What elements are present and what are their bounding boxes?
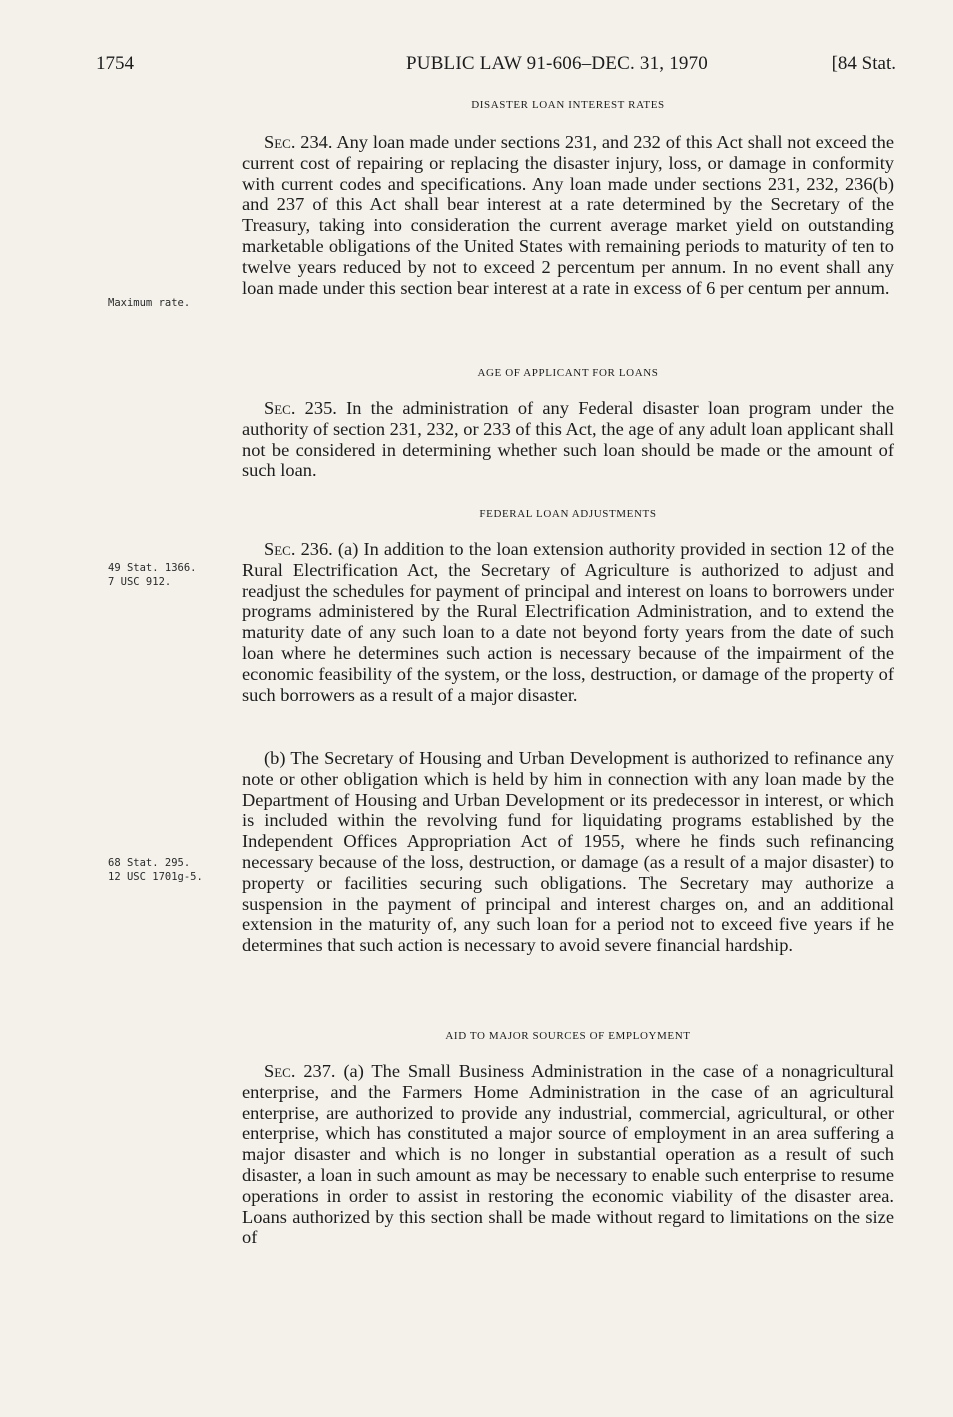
- section-heading-aid-to-major-sources: AID TO MAJOR SOURCES OF EMPLOYMENT: [445, 1030, 691, 1042]
- section-237a-body: (a) The Small Business Administration in the case of a nonagricultural enterprise, and the Farmers Home Administration in the case of an agricultural enterprise, are authorized to provide any industrial, commercial, agricultural, or other enterprise, which has constituted a major source of employment in an area suffering a major disaster and which is no longer in substantial operation as a result of such disaster, a loan in such amount as may be necessary to enable such enterprise to resume operations in order to assist in restoring the economic viability of the disaster area. Loans authorized by this section shall be made without regard to limitations on the size of: [242, 1061, 894, 1248]
- section-234-body: Any loan made under sections 231, and 232 of this Act shall not exceed the current cost of repairing or replacing the disaster injury, loss, or damage in conformity with current codes and specifications. Any loan made under sections 231, 232, 236(b) and 237 of this Act shall bear interest at a rate determined by the Secretary of the Treasury, taking into consideration the current average market yield on outstanding marketable obligations of the United States with remaining periods to maturity of ten to twelve years reduced by not to exceed 2 percentum per annum. In no event shall any loan made under this section bear interest at a rate in excess of 6 per centum per annum.: [242, 132, 894, 298]
- citation-49-stat: 49 Stat. 1366.: [108, 562, 197, 574]
- margin-note-maximum-rate: Maximum rate.: [108, 297, 191, 309]
- page-header: [96, 53, 896, 83]
- margin-note-citation-hud: [108, 856, 236, 884]
- running-title: PUBLIC LAW 91-606–DEC. 31, 1970: [406, 53, 708, 74]
- section-237-label: Sec. 237.: [264, 1061, 336, 1081]
- section-235-label: Sec. 235.: [264, 398, 337, 418]
- citation-68-stat: 68 Stat. 295.: [108, 857, 191, 869]
- citation-12-usc: 12 USC 1701g-5.: [108, 871, 203, 883]
- citation-7-usc: 7 USC 912.: [108, 576, 172, 588]
- page-number: 1754: [96, 53, 134, 74]
- section-heading-federal-loan-adjustments: FEDERAL LOAN ADJUSTMENTS: [479, 508, 657, 520]
- section-234-text: [242, 132, 894, 298]
- section-234-label: Sec. 234.: [264, 132, 333, 152]
- section-236a-text: [242, 539, 894, 705]
- section-heading-disaster-loan-interest-rates: DISASTER LOAN INTEREST RATES: [471, 99, 665, 111]
- section-236-label: Sec. 236.: [264, 539, 333, 559]
- section-235-body: In the administration of any Federal disaster loan program under the authority of section 231, 232, or 233 of this Act, the age of any adult loan applicant shall not be considered in determining whether such loan should be made or the amount of such loan.: [242, 398, 894, 481]
- statute-volume-reference: [84 Stat.: [831, 53, 896, 74]
- section-237a-text: [242, 1061, 894, 1248]
- section-235-text: [242, 398, 894, 481]
- margin-note-citation-rea: [108, 561, 236, 589]
- section-236b-body: (b) The Secretary of Housing and Urban Development is authorized to refinance any note or other obligation which is held by him in connection with any loan made by the Department of Housing and Urban Development or its predecessor in interest, or which is included within the revolving fund for liquidating programs established by the Independent Offices Appropriation Act of 1955, where he finds such refinancing necessary because of the loss, destruction, or damage (as a result of a major disaster) to property or facilities securing such obligations. The Secretary may authorize a suspension in the payment of principal and interest charges on, and an additional extension in the maturity of, any such loan for a period not to exceed five years if he determines that such action is necessary to avoid severe financial hardship.: [242, 748, 894, 956]
- section-236a-body: (a) In addition to the loan extension authority provided in section 12 of the Rural Electrification Act, the Secretary of Agriculture is authorized to adjust and readjust the schedules for payment of principal and interest on loans to borrowers under programs administered by the Rural Electrification Administration, and to extend the maturity date of any such loan to a date not beyond forty years from the date of such loan where he determines such action is necessary because of the impairment of the economic feasibility of the system, or the loss, destruction, or damage of the property of such borrowers as a result of a major disaster.: [242, 539, 894, 705]
- section-heading-age-of-applicant: AGE OF APPLICANT FOR LOANS: [477, 367, 659, 379]
- section-236b-text: [242, 748, 894, 956]
